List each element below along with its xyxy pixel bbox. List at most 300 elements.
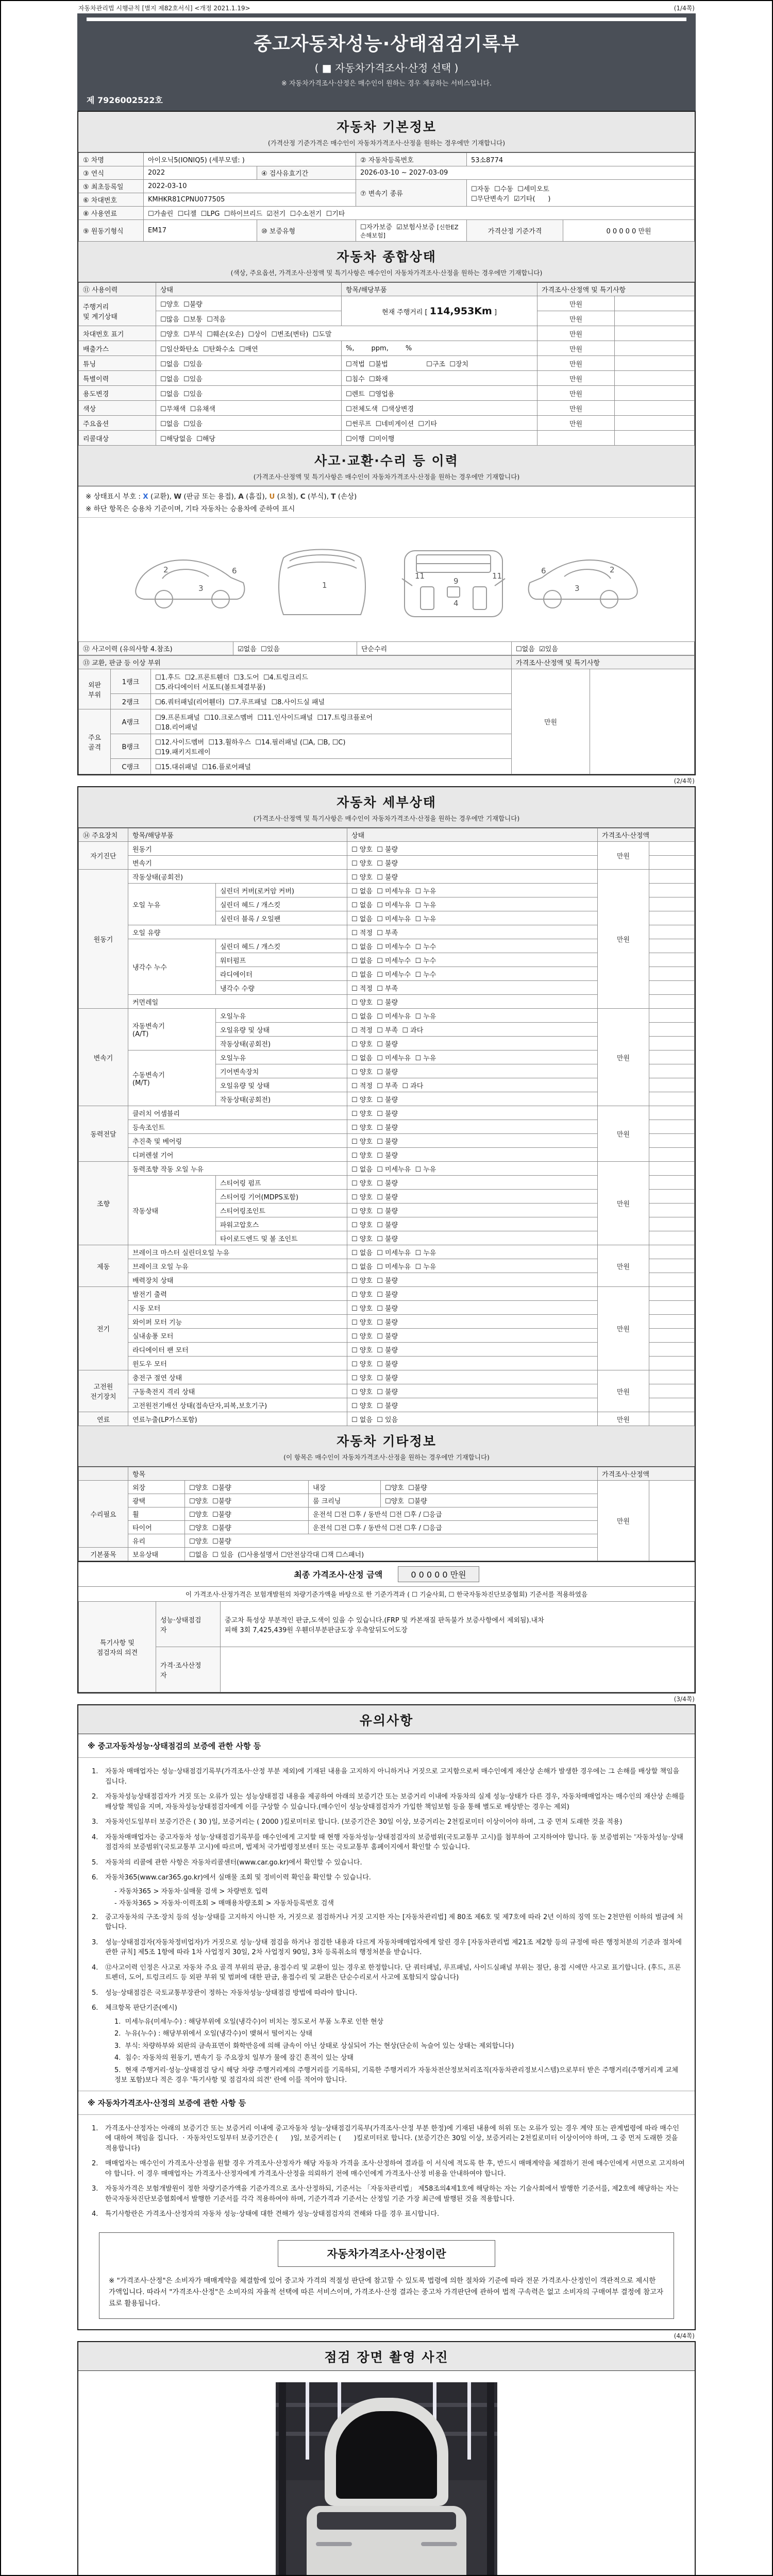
element <box>79 283 695 296</box>
rank-label: C랭크 <box>111 759 151 774</box>
page1-block <box>77 111 696 775</box>
notes-cell <box>649 1148 694 1162</box>
panel-checkbox-group: ☐12.사이드멤버 ☐13.휠하우스 ☐14.필러패널 (☐A, ☐B, ☐C) ☐19.패키지트레이 <box>151 734 512 759</box>
item-checkbox-group: ☐썬루프 ☐네비게이션 ☐기타 <box>342 416 537 431</box>
state-checkbox-group: ☐해당없음 ☐해당 <box>156 431 342 446</box>
checkbox-group: ☐양호 ☐불량 <box>185 1521 309 1534</box>
basic-info-table <box>78 152 695 242</box>
element <box>79 656 695 669</box>
mileage-value: 114,953Km <box>429 305 492 317</box>
item-label: 룸 크리닝 <box>309 1494 381 1507</box>
subitem-label: 오일누유 <box>216 1050 347 1064</box>
notes-cell <box>649 967 694 981</box>
notice-number: 4. <box>92 1833 98 1841</box>
element <box>79 642 695 655</box>
state-checkbox-group: ☐ 양호 ☐ 불량 <box>347 1329 598 1343</box>
notice-text: 자동차의 리콜에 관한 사항은 자동차리콜센터(www.car.go.kr)에서 확인할 수 있습니다. <box>105 1858 362 1867</box>
field-label: ⑧ 사용연료 <box>79 207 144 220</box>
item-label: 원동기 <box>128 842 347 856</box>
notices-list-c <box>78 2115 695 2224</box>
notes-cell <box>615 356 695 371</box>
item-checkbox-group: ☐적법 ☐불법 ☐구조 ☐장치 <box>342 356 537 371</box>
checkbox-row: ☐자가보증 ☑보험사보증 <box>360 224 435 231</box>
accident-flag-table <box>78 641 695 655</box>
notes-cell <box>615 401 695 416</box>
state-checkbox-group: ☐ 양호 ☐ 불량 <box>347 856 598 870</box>
checkbox-group: ☐양호 ☐불량 <box>185 1507 309 1521</box>
state-checkbox-group: ☐ 양호 ☐ 불량 <box>347 1301 598 1315</box>
page-number-1: (1/4쪽) <box>674 5 695 12</box>
accident-flag-checkboxes: ☑없음 ☐있음 <box>233 642 357 655</box>
state-checkbox-group: ☐ 양호 ☐ 불량 <box>347 1120 598 1134</box>
simple-repair-checkboxes: ☐없음 ☑있음 <box>512 642 695 655</box>
mileage-cell: 현재 주행거리 [ 114,953Km ] <box>342 296 537 326</box>
element <box>136 560 244 599</box>
usage-history-label: 배출가스 <box>79 341 156 356</box>
notes-cell <box>649 1064 694 1078</box>
notes-cell <box>615 326 695 341</box>
element <box>79 180 695 193</box>
state-checkbox-group: ☐ 양호 ☐ 불량 <box>347 1106 598 1120</box>
element <box>79 1370 695 1384</box>
notice-number: 2. <box>92 1913 98 1921</box>
car-cowl <box>317 2512 456 2530</box>
notes-cell <box>649 1370 694 1384</box>
device-group-label: 변속기 <box>79 1009 128 1106</box>
diagram-part-number: 3 <box>575 584 580 593</box>
state-checkbox-group: ☐양호 ☐부식 ☐훼손(오손) ☐상이 ☐변조(변타) ☐도말 <box>156 326 537 341</box>
diagram-part-number: 11 <box>492 571 502 581</box>
notices-title: 유의사항 <box>359 1713 414 1728</box>
field-label: ⑥ 차대번호 <box>79 193 144 207</box>
element <box>79 386 695 401</box>
field-label: ⑨ 원동기형식 <box>79 220 144 242</box>
element <box>79 642 695 655</box>
notice-subitem: 5. 현재 주행거리·성능·상태점검 당시 해당 차량 주행거리계의 주행거리를 기록하되, 기록한 주행거리가 자동차전산정보처리조직(자동차관리정보시스템)으로부터 받은 주행거리(주행거리계 교체 정보 포함)보다 적은 경우 '특기사항 및 점검자의 의견' 란에 이를 적어야 합니다. <box>114 2066 679 2084</box>
element <box>79 416 695 431</box>
checkbox-group: ☐양호 ☐불량 <box>185 1494 309 1507</box>
notes-cell <box>649 1204 694 1217</box>
car-body <box>307 2506 466 2576</box>
state-code-letter: T <box>331 493 336 501</box>
element <box>79 1009 695 1023</box>
subitem-label: 스티어링조인트 <box>216 1204 347 1217</box>
notice-subitem: - 자동차365 > 자동차·실매물 검색 > 차량번호 입력 <box>114 1887 268 1895</box>
notice-number: 3. <box>92 1818 98 1826</box>
warranty-insurer: [신한EZ손해보험] <box>360 224 459 239</box>
panel-group-label: 외판 부위 <box>79 669 111 709</box>
page-number-2: (2/4쪽) <box>674 777 695 785</box>
price-cell: 만원 <box>597 1370 649 1412</box>
notice-item <box>78 2207 695 2222</box>
state-checkbox-group: ☐ 없음 ☐ 미세누수 ☐ 누수 <box>347 967 598 981</box>
rank-label: 2랭크 <box>111 694 151 709</box>
notices-subtitle-1: ※ 중고자동차성능·상태점검의 보증에 관한 사항 등 <box>78 1734 695 1758</box>
state-checkbox-group: ☐ 양호 ☐ 불량 <box>347 1343 598 1357</box>
price-basis-row: 이 가격조사·산정가격은 보험개발원의 차량기준가액을 바탕으로 한 기준가격과 ( ☐ 기술사회, ☐ 한국자동차진단보증협회) 기준서를 적용하였음 <box>78 1586 695 1601</box>
notice-item <box>78 1764 695 1789</box>
form-reference-note: 자동차관리법 시행규칙 [별지 제82호서식] <개정 2021.1.19> <box>78 5 250 12</box>
element <box>79 153 695 242</box>
panel-checkbox-group: ☐1.후드 ☐2.프론트휀더 ☐3.도어 ☐4.트렁크리드 ☐5.라디에이터 서포트(볼트체결부품) <box>151 669 512 694</box>
notices-subtitle-2: ※ 자동차가격조사·산정의 보증에 관한 사항 등 <box>78 2091 695 2115</box>
col-header: 항목/해당부품 <box>342 283 537 296</box>
element <box>79 371 695 386</box>
notes-cell <box>615 341 695 356</box>
notice-number: 1. <box>92 2124 98 2132</box>
element <box>447 587 460 597</box>
element <box>79 1162 695 1176</box>
price-cell: 만원 <box>597 1481 649 1561</box>
element <box>79 341 695 356</box>
checkbox-group: ☐양호 ☐불량 <box>381 1481 598 1494</box>
state-code-letter: A <box>238 493 244 501</box>
notice-item <box>78 1815 695 1830</box>
usage-history-label: 리콜대상 <box>79 431 156 446</box>
document-service-note: ※ 자동차가격조사·산정은 매수인이 원하는 경우 제공하는 서비스입니다. <box>281 80 492 88</box>
element <box>79 431 695 446</box>
basic-info-header <box>78 112 695 152</box>
item-label: 휠 <box>128 1507 185 1521</box>
notice-number: 2. <box>92 1793 98 1801</box>
field-value: 53소8774 <box>467 153 695 166</box>
subitem-label: 기어변속장치 <box>216 1064 347 1078</box>
subitem-label: 라디에이터 <box>216 967 347 981</box>
field-value: 2026-03-10 ~ 2027-03-09 <box>356 166 695 180</box>
notes-cell <box>615 416 695 431</box>
checkbox-row: ☐자동 ☐수동 ☐세미오토 <box>471 185 549 193</box>
overall-status-table <box>78 282 695 446</box>
simple-repair-label: 단순수리 <box>357 642 512 655</box>
notice-text: 특기사항란은 가격조사·산정자의 자동차 성능·상태에 대한 견해가 성능·상태점검자의 견해와 다를 경우 표시합니다. <box>105 2210 440 2218</box>
document-header <box>77 13 696 111</box>
document-title: 중고자동차성능·상태점검기록부 <box>254 33 519 55</box>
item-label: 브레이크 마스터 실린더오일 누유 <box>128 1245 347 1259</box>
notes-cell <box>649 953 694 967</box>
field-label: ② 자동차등록번호 <box>356 153 467 166</box>
ceiling-light <box>467 2382 471 2460</box>
header-divider <box>87 18 686 21</box>
notice-text: 자동차인도일부터 보증기간은 ( 30 )일, 보증거리는 ( 2000 )킬로미터로 합니다. (보증기간은 30일 이상, 보증거리는 2천킬로미터 이상이어야 하며, 그 중 먼저 도래한 것을 적용) <box>105 1818 623 1826</box>
state-code-desc: (요철), <box>275 493 300 501</box>
page-number-4: (4/4쪽) <box>674 2332 695 2340</box>
notes-cell <box>615 386 695 401</box>
checkbox-group: 운전석 ☐전 ☐후 / 동반석 ☐전 ☐후 / ☐응급 <box>309 1521 598 1534</box>
price-cell: 만원 <box>597 1162 649 1245</box>
state-checkbox-group: ☐없음 ☐있음 <box>156 416 342 431</box>
element <box>402 579 412 586</box>
notes-cell <box>649 995 694 1009</box>
item-label: 수동변속기 (M/T) <box>128 1050 216 1106</box>
other-info-table <box>78 1467 695 1561</box>
state-code-desc: (흠집), <box>243 493 270 501</box>
notice-number: 5. <box>92 1858 98 1867</box>
subitem-label: 타이로드엔드 및 볼 조인트 <box>216 1231 347 1245</box>
subitem-label: 스티어링 기어(MDPS포함) <box>216 1190 347 1204</box>
opinion-group-label: 특기사항 및 점검자의 의견 <box>79 1602 156 1692</box>
item-label: 라디에이터 팬 모터 <box>128 1343 347 1357</box>
notice-item <box>78 1986 695 2001</box>
item-checkbox-group: ☐침수 ☐화재 <box>342 371 537 386</box>
state-checkbox-group: ☐ 양호 ☐ 불량 <box>347 1204 598 1217</box>
subitem-label: 작동상태(공회전) <box>216 1092 347 1106</box>
price-cell: 만원 <box>537 356 615 371</box>
panel-checkbox-group: ☐6.쿼터패널(리어휀더) ☐7.루프패널 ☐8.사이드실 패널 <box>151 694 512 709</box>
other-price-header: 가격조사·산정액 <box>597 1467 694 1481</box>
diagram-part-number: 3 <box>198 584 204 593</box>
notice-text: 체크항목 판단기준(예시) <box>105 2004 177 2012</box>
notes-cell <box>590 669 695 774</box>
notice-number: 6. <box>92 1874 98 1882</box>
notes-cell <box>649 1273 694 1287</box>
car-open-hood <box>325 2398 448 2506</box>
notice-text: 자동차성능상태점검자가 거짓 또는 오류가 있는 성능상태점검 내용을 제공하여 아래의 보증기간 또는 보증거리 이내에 자동차의 실제 성능·상태가 다른 경우, 자동차매매업자는 매수인의 재산상 손해를 배상할 책임을 지며, 자동차성능상태점검자에게 이를 구상할 수 있습니다.(매수인이 성능상태점검자가 가입한 책임보험 등을 통해 별도로 배상받는 경우는 제외) <box>105 1793 685 1811</box>
element <box>79 669 695 774</box>
price-cell: 만원 <box>597 1245 649 1287</box>
item-label: 커먼레일 <box>128 995 347 1009</box>
item-label: 시동 모터 <box>128 1301 347 1315</box>
col-header: 가격조사·산정액 및 특기사항 <box>537 283 695 296</box>
item-label: 충전구 절연 상태 <box>128 1370 347 1384</box>
other-info-title: 자동차 기타정보 <box>337 1434 436 1449</box>
car-headlight <box>316 2542 352 2546</box>
state-checkbox-group: ☐ 없음 ☐ 미세누유 ☐ 누유 <box>347 884 598 897</box>
appraiser-comment <box>221 1647 695 1692</box>
state-checkbox-group: ☐ 없음 ☐ 미세누유 ☐ 누유 <box>347 911 598 925</box>
col-header: 항목/해당부품 <box>128 828 347 842</box>
state-checkbox-group: ☐일산화탄소 ☐탄화수소 ☐매연 <box>156 341 342 356</box>
state-code-letter: X <box>143 493 148 501</box>
photo-section-header <box>78 2342 695 2371</box>
other-info-subtitle: (이 항목은 매수인이 자동차가격조사·산정을 원하는 경우에만 기재합니다) <box>283 1453 490 1461</box>
diagram-part-number: 6 <box>232 566 237 575</box>
usage-history-label: 튜닝 <box>79 356 156 371</box>
state-checkbox-group: ☐ 양호 ☐ 불량 <box>347 995 598 1009</box>
notice-text: 자동차매매업자는 중고자동차 성능·상태점검기록부를 매수인에게 고지할 때 현행 자동차성능·상태점검자의 보증범위(국토교통부 고시)를 첨부하여 고지하여야 합니다. 동 보증범위는 '자동차성능·상태점검자의 보증범위'(국토교통부 고시)에 따르며, 법제처 국가법령정보센터 또는 국토교통부 홈페이지에서 확인할 수 있습니다. <box>105 1833 683 1851</box>
panel-checkbox-group: ☐9.프론트패널 ☐10.크로스멤버 ☐11.인사이드패널 ☐17.트렁크플로어 ☐18.리어패널 <box>151 709 512 734</box>
col-header: ⑪ 사용이력 <box>79 283 156 296</box>
diagram-part-number: 2 <box>610 565 615 574</box>
state-checkbox-group: ☐ 양호 ☐ 불량 <box>347 1092 598 1106</box>
document-number: 제 7926002522호 <box>87 95 163 105</box>
element <box>79 1412 695 1426</box>
subitem-label: 파워고압호스 <box>216 1217 347 1231</box>
detail-status-subtitle: (가격조사·산정액 및 특기사항은 매수인이 자동차가격조사·산정을 원하는 경우에만 기재합니다) <box>253 815 520 822</box>
appraiser-label: 가격·조사산정 자 <box>156 1647 221 1692</box>
state-checkbox-group: ☐ 없음 ☐ 미세누유 ☐ 누유 <box>347 1050 598 1064</box>
notes-cell <box>649 1231 694 1245</box>
state-checkbox-group: ☐ 양호 ☐ 불량 <box>347 842 598 856</box>
element <box>79 1647 695 1692</box>
item-label: 디퍼렌셜 기어 <box>128 1148 347 1162</box>
item-label: 광택 <box>128 1494 185 1507</box>
subitem-label: 실린더 헤드 / 개스킷 <box>216 939 347 953</box>
state-checkbox-group: ☐ 양호 ☐ 불량 <box>347 1273 598 1287</box>
element <box>79 207 695 220</box>
notes-cell <box>649 856 694 870</box>
notice-text: 자동차가격은 보험개발원이 정한 차량기준가액을 기준가격으로 조사·산정하되, 기준서는 「자동차관리법」 제58조의4제1호에 해당하는 자는 기술사회에서 발행한 기준서를, 제2호에 해당하는 자는 한국자동차진단보증협회에서 발행한 기준서를 각각 적용하여야 하며, 기준가격과 기준서는 산정일 기준 가장 최근에 발행된 것을 적용합니다. <box>105 2185 679 2203</box>
notes-cell <box>649 1217 694 1231</box>
state-code-desc: (판금 또는 용접), <box>181 493 239 501</box>
state-checkbox-group: ☐ 없음 ☐ 미세누유 ☐ 누유 <box>347 1009 598 1023</box>
panel-table-header-left: ⑬ 교환, 판금 등 이상 부위 <box>79 656 512 669</box>
state-code-letter: C <box>300 493 306 501</box>
detail-status-table <box>78 828 695 1426</box>
state-checkbox-group: ☐ 양호 ☐ 불량 <box>347 1037 598 1050</box>
notes-cell <box>649 1134 694 1148</box>
state-checkbox-group: ☐ 양호 ☐ 불량 <box>347 1315 598 1329</box>
final-price-row <box>78 1561 695 1586</box>
car-diagram <box>78 518 695 641</box>
rank-label: A랭크 <box>111 709 151 734</box>
price-cell: 만원 <box>537 341 615 356</box>
diagram-part-number: 11 <box>415 571 425 581</box>
fuel-checkbox-group: ☐가솔린 ☐디젤 ☐LPG ☐하이브리드 ☑전기 ☐수소전기 ☐기타 <box>144 207 695 220</box>
subitem-label: 오일유량 및 상태 <box>216 1023 347 1037</box>
notes-cell <box>615 371 695 386</box>
notes-cell <box>649 1120 694 1134</box>
notes-cell <box>649 1259 694 1273</box>
price-cell: 만원 <box>512 669 590 774</box>
notes-cell <box>649 1398 694 1412</box>
notice-item <box>78 1870 695 1886</box>
car-hood-opening <box>336 2411 437 2499</box>
item-label: 유리 <box>128 1534 185 1548</box>
state-checkbox-group: ☐ 적정 ☐ 부족 ☐ 과다 <box>347 1023 598 1037</box>
element <box>79 1106 695 1120</box>
usage-history-label: 차대번호 표기 <box>79 326 156 341</box>
element <box>77 1 696 2576</box>
field-value: 2022 <box>144 166 257 180</box>
notes-cell <box>649 1384 694 1398</box>
state-checkbox-group: ☐ 없음 ☐ 미세누유 ☐ 누유 <box>347 1245 598 1259</box>
element <box>79 401 695 416</box>
item-label: 클러치 어셈블리 <box>128 1106 347 1120</box>
item-label: 와이퍼 모터 기능 <box>128 1315 347 1329</box>
price-cell: 만원 <box>537 386 615 401</box>
subitem-label: 실린더 블록 / 오일팬 <box>216 911 347 925</box>
lift-post <box>279 2382 286 2576</box>
state-checkbox-group: ☐ 양호 ☐ 불량 <box>347 1384 598 1398</box>
vin-value: KMHKR81CPNU077505 <box>144 193 356 207</box>
state-checkbox-group: ☐ 적정 ☐ 부족 ☐ 과다 <box>347 1078 598 1092</box>
page2-block <box>77 786 696 1693</box>
diagram-note: ※ 하단 항목은 승용차 기준이며, 기타 자동차는 승용차에 준하여 표시 <box>78 502 695 518</box>
subitem-label: 오일유량 및 상태 <box>216 1078 347 1092</box>
item-label: 내장 <box>309 1481 381 1494</box>
price-cell: 만원 <box>597 1287 649 1370</box>
panel-checkbox-group: ☐15.대쉬패널 ☐16.플로어패널 <box>151 759 512 774</box>
item-label: 자동변속기 (A/T) <box>128 1009 216 1050</box>
field-value: 2022-03-10 <box>144 180 356 193</box>
notice-number: 3. <box>92 1938 98 1946</box>
element <box>136 550 637 617</box>
base-price-label: 가격산정 기준가격 <box>467 220 563 242</box>
field-value: EM17 <box>144 220 257 242</box>
state-checkbox-group: ☐ 양호 ☐ 불량 <box>347 1134 598 1148</box>
accident-flag-label: ⑫ 사고이력 (유의사항 4.참조) <box>79 642 233 655</box>
notes-cell <box>649 1343 694 1357</box>
element <box>79 656 695 669</box>
col-header: ⑭ 주요장치 <box>79 828 128 842</box>
notice-subitem: 3. 부식: 차량하부와 외판의 금속표면이 화학반응에 의해 금속이 아닌 상태로 상실되어 가는 현상(단순히 녹슬어 있는 상태는 제외합니다) <box>114 2042 514 2050</box>
state-checkbox-group: ☐ 양호 ☐ 불량 <box>347 1176 598 1190</box>
item-label: 동력조향 작동 오일 누유 <box>128 1162 347 1176</box>
inspector-opinion-table <box>78 1601 695 1692</box>
notes-cell <box>649 981 694 995</box>
notes-cell <box>649 1329 694 1343</box>
item-label: 작동상태 <box>128 1176 216 1245</box>
price-cell: 만원 <box>537 311 615 326</box>
subitem-label: 실린더 커버(로커암 커버) <box>216 884 347 897</box>
notes-cell <box>649 1357 694 1370</box>
warranty-checkbox-group <box>356 220 467 242</box>
element <box>79 870 695 884</box>
device-group-label: 전기 <box>79 1287 128 1370</box>
state-checkbox-group: ☐ 적정 ☐ 부족 <box>347 981 598 995</box>
notes-cell <box>615 431 695 446</box>
notice-number: 3. <box>92 2185 98 2193</box>
notes-cell <box>649 1190 694 1204</box>
checkbox-row: ☐무단변속기 ☑기타( ) <box>471 195 551 203</box>
element <box>79 220 695 242</box>
state-checkbox-group: ☐없음 ☐있음 <box>156 386 342 401</box>
item-label: 보유상태 <box>128 1548 185 1561</box>
notes-cell <box>649 884 694 897</box>
notes-cell <box>649 1078 694 1092</box>
ceiling-light <box>306 2382 309 2460</box>
item-label: 오일 유량 <box>128 925 347 939</box>
panel-rank-table <box>78 655 695 774</box>
notes-cell <box>649 911 694 925</box>
other-info-header <box>78 1426 695 1467</box>
notice-text: 가격조사·산정자는 아래의 보증기간 또는 보증거리 이내에 중고자동차 성능·상태점검기록부(가격조사·산정 부분 한정)에 기재된 내용에 허위 또는 오류가 있는 경우 계약 또는 관계법령에 따라 매수인에 대하여 책임을 집니다. · 자동차인도일부터 보증기간은 ( )일, 보증거리는 ( )킬로미터로 합니다. (보증기간은 30일 이상, 보증거리는 2천킬로미터 이상이어야 하며, 그 중 먼저 도래한 것을 적용합니다) <box>105 2124 679 2153</box>
col-header: 가격조사·산정액 <box>597 828 694 842</box>
subitem-label: 스티어링 펌프 <box>216 1176 347 1190</box>
subitem-label: 작동상태(공회전) <box>216 1037 347 1050</box>
notes-cell <box>649 1315 694 1329</box>
notes-cell <box>649 897 694 911</box>
notice-text: ⑫사고이력 인정은 사고로 자동차 주요 골격 부위의 판금, 용접수리 및 교환이 있는 경우로 한정합니다. 단 쿼터패널, 루프패널, 사이드실패널 부위는 절단, 용접 시에만 사고로 표기합니다. (후드, 프론트펜더, 도어, 트렁크리드 등 외판 부위 및 범퍼에 대한 판금, 용접수리 및 교환은 단순수리로서 사고에 포함되지 않습니다) <box>105 1963 681 1981</box>
state-checkbox-group: ☐ 양호 ☐ 불량 <box>347 1148 598 1162</box>
notes-cell <box>649 1412 694 1426</box>
state-checkbox-group: ☐ 양호 ☐ 불량 <box>347 870 598 884</box>
diagram-part-number: 9 <box>453 577 459 586</box>
element <box>79 1245 695 1259</box>
state-checkbox-group: ☐ 양호 ☐ 불량 <box>347 1217 598 1231</box>
state-code-desc: (교환), <box>148 493 174 501</box>
device-group-label: 원동기 <box>79 870 128 1009</box>
overall-status-title: 자동차 종합상태 <box>337 249 436 264</box>
state-checkbox-group: ☐ 없음 ☐ 미세누수 ☐ 누수 <box>347 939 598 953</box>
element <box>163 565 615 608</box>
notice-number: 6. <box>92 2004 98 2012</box>
state-checkbox-group: ☐ 양호 ☐ 불량 <box>347 1231 598 1245</box>
field-label: ③ 연식 <box>79 166 144 180</box>
device-group-label: 제동 <box>79 1245 128 1287</box>
item-label: 구동축전지 격리 상태 <box>128 1384 347 1398</box>
photo-section-title: 점검 장면 촬영 사진 <box>324 2350 449 2365</box>
element <box>79 669 695 694</box>
item-label: 실내송풍 모터 <box>128 1329 347 1343</box>
notice-subitem: 1. 미세누유(미세누수) : 해당부위에 오일(냉각수)이 비치는 정도로서 부품 노후로 인한 현상 <box>114 2018 384 2026</box>
element <box>79 166 695 180</box>
rank-label: B랭크 <box>111 734 151 759</box>
notice-item <box>78 2181 695 2207</box>
price-cell: 만원 <box>537 326 615 341</box>
state-checkbox-group: ☐ 없음 ☐ 미세누수 ☐ 누수 <box>347 953 598 967</box>
element <box>473 587 486 609</box>
